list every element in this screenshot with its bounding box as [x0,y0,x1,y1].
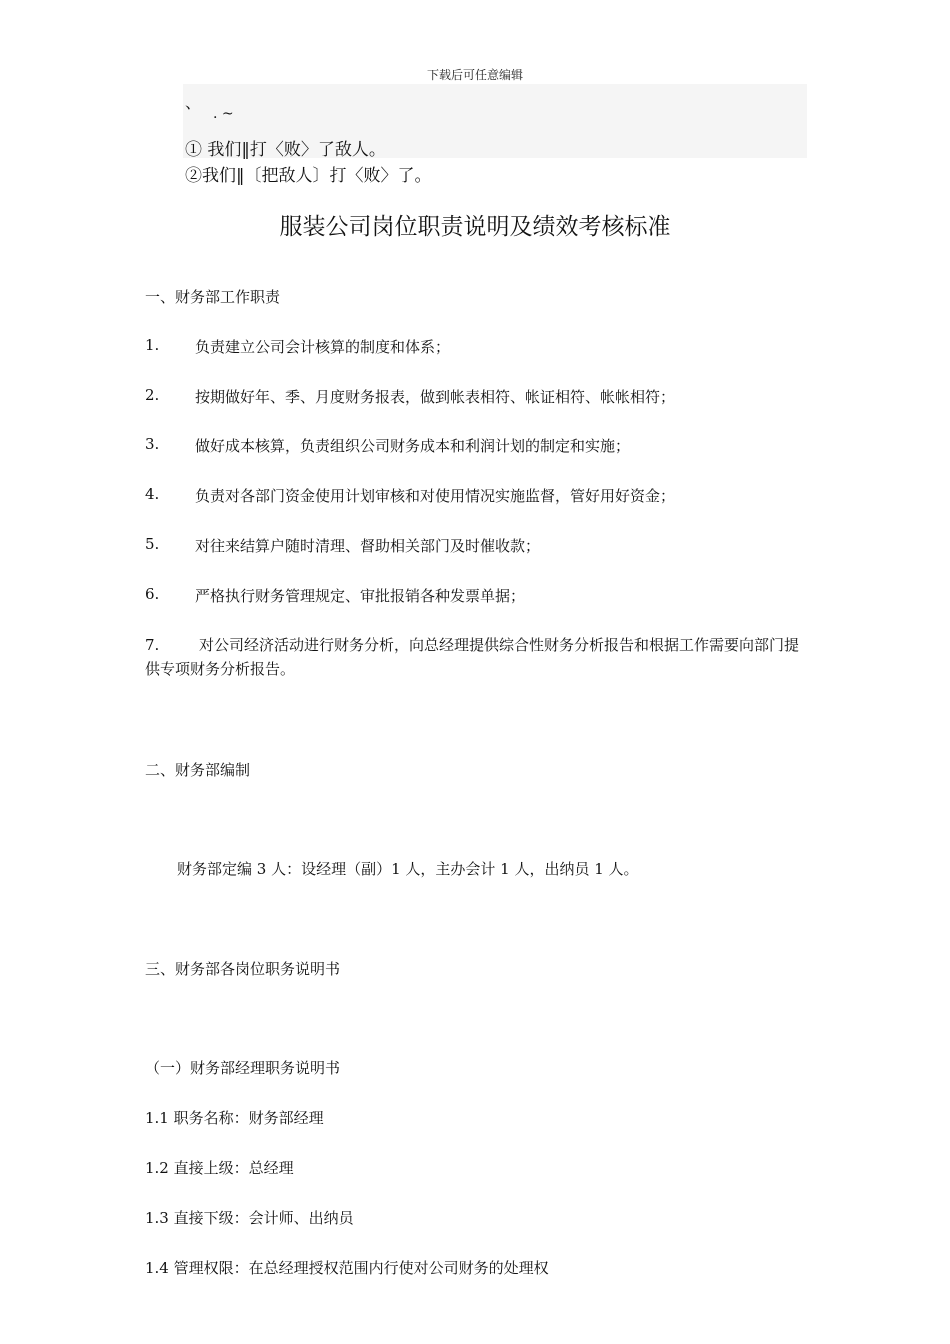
list-item-text: 对公司经济活动进行财务分析，向总经理提供综合性财务分析报告和根据工作需要向部门提供专项财务分析报告。 [145,636,800,678]
list-item-text: 对往来结算户随时清理、督助相关部门及时催收款； [195,537,541,555]
list-item-text: 按期做好年、季、月度财务报表，做到帐表相符、帐证相符、帐帐相符； [195,388,676,406]
direct-subordinate-line: 1.3 直接下级：会计师、出纳员 [145,1209,354,1227]
section-1-heading: 一、财务部工作职责 [145,288,281,306]
list-item-text: 负责建立公司会计核算的制度和体系； [195,338,451,356]
list-item-number: 2. [145,386,160,404]
direct-superior-line: 1.2 直接上级：总经理 [145,1159,294,1177]
list-item-number: 1. [145,336,160,354]
list-item-number: 6. [145,585,160,603]
authority-line: 1.4 管理权限：在总经理授权范围内行使对公司财务的处理权 [145,1259,549,1277]
list-item [145,633,810,681]
list-item-text: 严格执行财务管理规定、审批报销各种发票单据； [195,587,526,605]
example-mark-1: 、 [185,93,202,112]
example-sentence-1: ① 我们‖打〈败〉了敌人。 [185,140,386,160]
list-item-number: 7. [145,636,160,654]
list-item-text: 负责对各部门资金使用计划审核和对使用情况实施监督，管好用好资金； [195,487,676,505]
list-item-number: 3. [145,435,160,453]
staffing-text: 财务部定编 3 人：设经理（副）1 人，主办会计 1 人，出纳员 1 人。 [177,860,639,878]
example-mark-2: . ~ [213,106,234,122]
header-note: 下载后可任意编辑 [426,68,523,82]
list-item-number: 4. [145,485,160,503]
section-3-heading: 三、财务部各岗位职务说明书 [145,960,341,978]
example-sentence-2: ②我们‖〔把敌人〕打〈败〉了。 [185,166,432,186]
section-3-sub-heading: （一）财务部经理职务说明书 [145,1059,341,1077]
job-title-line: 1.1 职务名称：财务部经理 [145,1109,324,1127]
section-2-heading: 二、财务部编制 [145,761,251,779]
list-item-number: 5. [145,535,160,553]
document-title: 服装公司岗位职责说明及绩效考核标准 [279,214,671,240]
list-item-text: 做好成本核算，负责组织公司财务成本和利润计划的制定和实施； [195,437,631,455]
